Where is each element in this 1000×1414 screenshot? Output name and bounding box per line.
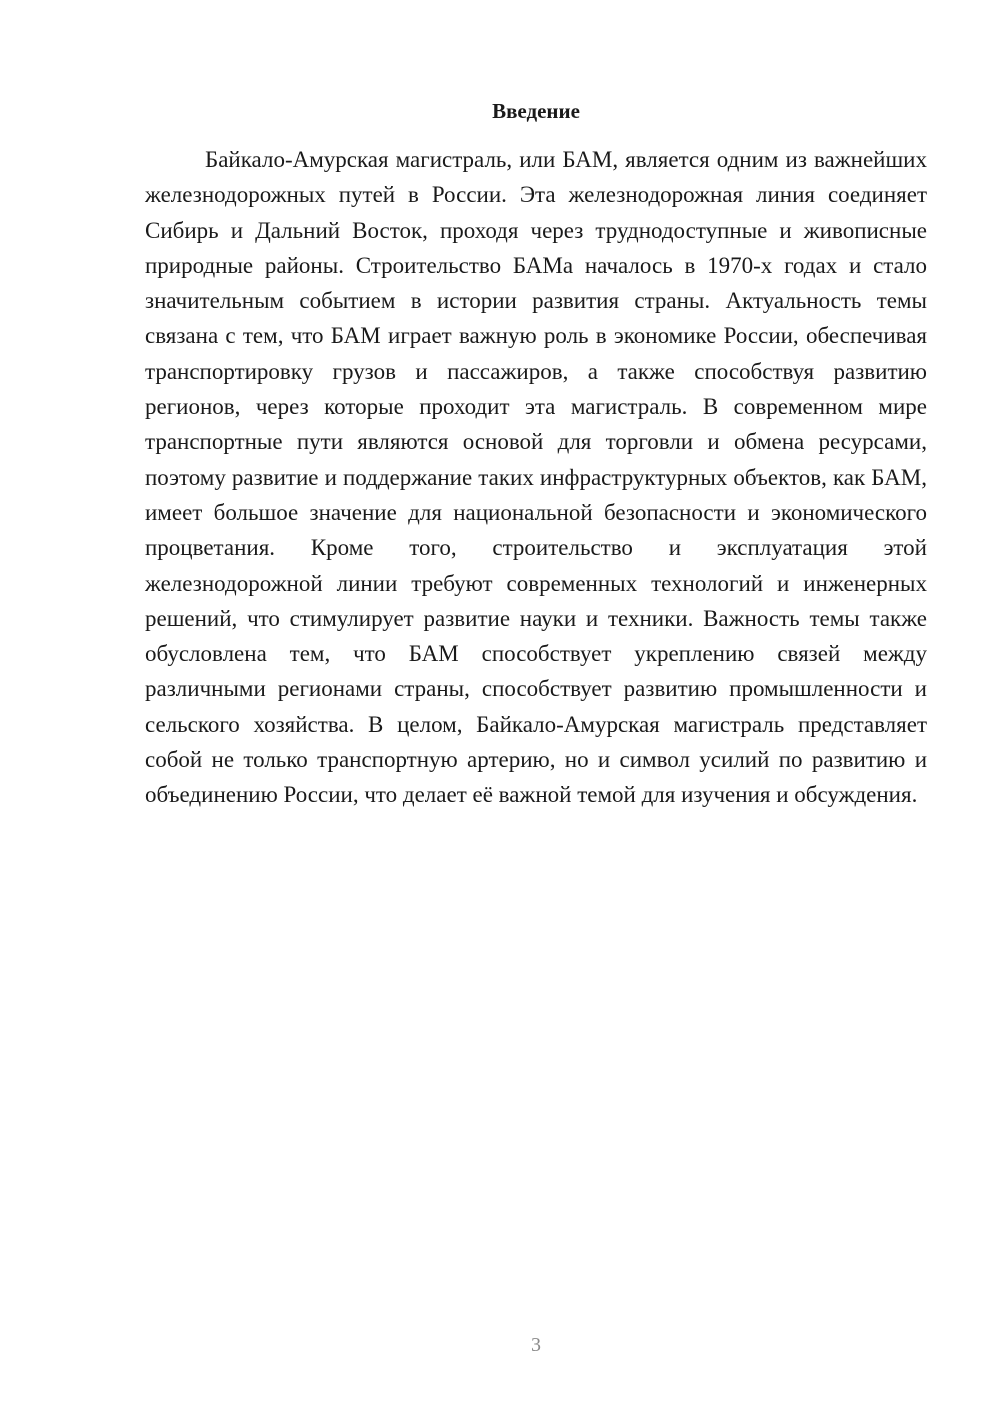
page-number: 3 — [531, 1334, 541, 1356]
body-paragraph: Байкало-Амурская магистраль, или БАМ, является одним из важнейших железнодорожных путей в России. Эта железнодорожная линия соединяет Сибирь и Дальний Восток, проходя через труднодоступные и живописные природные районы. Строительство БАМа началось в 1970-х годах и стало значительным событием в истории развития страны. Актуальность темы связана с тем, что БАМ играет важную роль в экономике России, обеспечивая транспортировку грузов и пассажиров, а также способствуя развитию регионов, через которые проходит эта магистраль. В современном мире транспортные пути являются основой для торговли и обмена ресурсами, поэтому развитие и поддержание таких инфраструктурных объектов, как БАМ, имеет большое значение для национальной безопасности и экономического процветания. Кроме того, строительство и эксплуатация этой железнодорожной линии требуют современных технологий и инженерных решений, что стимулирует развитие науки и техники. Важность темы также обусловлена тем, что БАМ способствует укреплению связей между различными регионами страны, способствует развитию промышленности и сельского хозяйства. В целом, Байкало-Амурская магистраль представляет собой не только транспортную артерию, но и символ усилий по развитию и объединению России, что делает её важной темой для изучения и обсуждения. — [145, 147, 927, 808]
section-heading: Введение — [492, 99, 580, 123]
